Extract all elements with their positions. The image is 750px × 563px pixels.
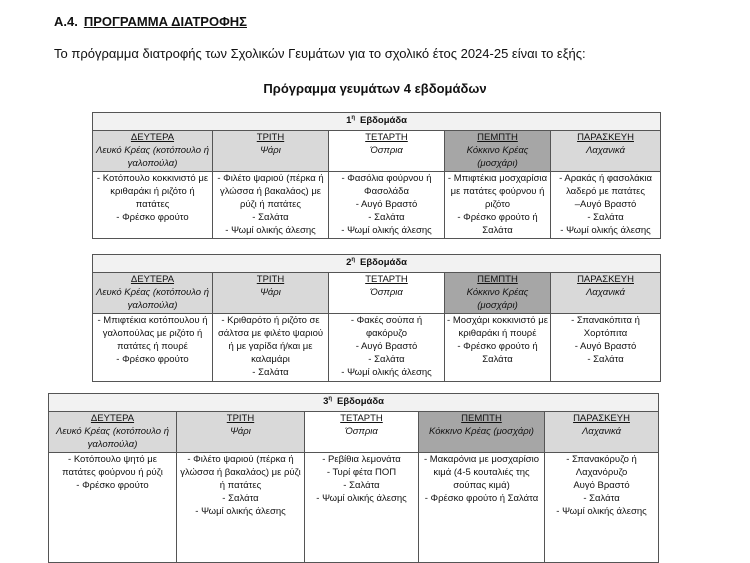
menu-cell-monday (93, 314, 213, 382)
menu-item: - Ψωμί ολικής άλεσης (556, 505, 647, 517)
day-name: ΠΑΡΑΣΚΕΥΗ (573, 412, 630, 424)
week-table-2 (92, 254, 661, 382)
day-name: ΤΡΙΤΗ (226, 412, 255, 424)
menu-cell-thursday (419, 453, 545, 563)
day-name: ΔΕΥΤΕΡΑ (130, 273, 175, 285)
menu-item: - Σπανακόρυζο ή Λαχανόρυζο (566, 454, 637, 479)
menu-item: - Ρεβίθια λεμονάτα (322, 454, 401, 466)
day-category: Λευκό Κρέας (κοτόπουλο ή γαλοπούλα) (96, 286, 209, 311)
week-number: 3 (323, 396, 329, 408)
menu-item: - Κοτόπουλο κοκκινιστό με κριθαράκι ή ριζότο ή πατάτες (96, 173, 209, 211)
menu-cell-thursday (445, 172, 551, 239)
day-category: Ψάρι (230, 425, 251, 437)
day-header-friday (545, 411, 659, 452)
day-header-wednesday (329, 130, 445, 171)
week-label (93, 255, 661, 273)
day-name: ΔΕΥΤΕΡΑ (130, 131, 175, 143)
day-name: ΠΕΜΠΤΗ (477, 273, 518, 285)
day-name: ΠΕΜΠΤΗ (461, 412, 502, 424)
intro-text: Το πρόγραμμα διατροφής των Σχολικών Γευμάτων για το σχολικό έτος 2024-25 είναι το εξής: (54, 46, 586, 61)
menu-cell-tuesday (213, 314, 329, 382)
menu-cell-friday (551, 314, 661, 382)
menu-item: - Σαλάτα (252, 211, 289, 223)
day-name: ΠΕΜΠΤΗ (477, 131, 518, 143)
day-name: ΤΡΙΤΗ (256, 131, 285, 143)
menu-item: - Αρακάς ή φασολάκια λαδερό με πατάτες (559, 173, 652, 198)
menu-item: - Φακές σούπα ή φακόρυζο (350, 315, 423, 340)
menu-cell-monday (93, 172, 213, 239)
week-word: Εβδομάδα (360, 257, 407, 269)
menu-item: - Μοσχάρι κοκκινιστό με κριθαράκι ή πουρέ (447, 315, 548, 340)
section-heading (54, 14, 247, 29)
menu-item: - Αυγό Βραστό (355, 341, 418, 353)
week-number: 2 (346, 257, 352, 269)
day-header-tuesday (177, 411, 305, 452)
day-header-monday (93, 130, 213, 171)
week-word: Εβδομάδα (337, 396, 384, 408)
week-number-suffix: η (351, 257, 356, 263)
day-header-friday (551, 130, 661, 171)
menu-item: Αυγό Βραστό (573, 480, 630, 492)
day-header-monday (93, 272, 213, 313)
day-header-thursday (445, 130, 551, 171)
day-header-tuesday (213, 130, 329, 171)
menu-item: - Φιλέτο ψαριού (πέρκα ή γλώσσα ή βακαλάος) με ρύζι ή πατάτες (217, 173, 324, 211)
menu-cell-tuesday (177, 453, 305, 563)
menu-cell-wednesday (329, 314, 445, 382)
day-name: ΤΕΤΑΡΤΗ (340, 412, 383, 424)
menu-item: - Φρέσκο φρούτο ή Σαλάτα (457, 211, 538, 236)
menu-item: - Μακαρόνια με μοσχαρίσιο κιμά (4-5 κουταλιές της σούπας κιμά) (424, 454, 539, 492)
menu-item: - Σπανακόπιτα ή Χορτόπιτα (571, 315, 640, 340)
menu-item: - Ψωμί ολικής άλεσης (341, 224, 432, 236)
menu-item: - Σαλάτα (583, 492, 620, 504)
menu-item: - Μπιφτέκια μοσχαρίσια με πατάτες φούρνου ή ριζότο (447, 173, 548, 211)
day-header-tuesday (213, 272, 329, 313)
menu-item: - Ψωμί ολικής άλεσης (341, 366, 432, 378)
day-category: Κόκκινο Κρέας (μοσχάρι) (429, 425, 534, 437)
week-table-1 (92, 112, 661, 239)
menu-item: - Φρέσκο φρούτο ή Σαλάτα (424, 492, 539, 504)
menu-item: - Ψωμί ολικής άλεσης (560, 224, 651, 236)
week-number-suffix: η (328, 396, 333, 402)
day-category: Λαχανικά (585, 144, 626, 156)
menu-cell-friday (551, 172, 661, 239)
day-category: Κόκκινο Κρέας (μοσχάρι) (466, 144, 529, 169)
program-subtitle: Πρόγραμμα γευμάτων 4 εβδομάδων (263, 81, 487, 96)
menu-item: - Φρέσκο φρούτο (116, 211, 189, 223)
day-category: Λαχανικά (585, 286, 626, 298)
section-title: ΠΡΟΓΡΑΜΜΑ ΔΙΑΤΡΟΦΗΣ (83, 14, 247, 29)
day-name: ΠΑΡΑΣΚΕΥΗ (577, 131, 634, 143)
menu-item: - Ψωμί ολικής άλεσης (195, 505, 286, 517)
menu-item: - Κριθαρότο ή ριζότο σε σάλτσα με φιλέτο ψαριού ή με γαρίδα ή/και με καλαμάρι (217, 315, 324, 365)
day-header-thursday (419, 411, 545, 452)
day-header-wednesday (305, 411, 419, 452)
day-category: Όσπρια (370, 144, 403, 156)
menu-item: - Φρέσκο φρούτο ή Σαλάτα (457, 341, 538, 365)
menu-cell-wednesday (329, 172, 445, 239)
menu-cell-thursday (445, 314, 551, 382)
menu-item: - Σαλάτα (368, 353, 405, 365)
day-header-thursday (445, 272, 551, 313)
day-category: Λευκό Κρέας (κοτόπουλο ή γαλοπούλα) (56, 425, 169, 450)
menu-item: - Σαλάτα (587, 211, 624, 223)
menu-cell-friday (545, 453, 659, 563)
day-category: Λαχανικά (581, 425, 622, 437)
menu-item: - Φιλέτο ψαριού (πέρκα ή γλώσσα ή βακαλάος) με ρύζι ή πατάτες (180, 454, 301, 492)
day-header-friday (551, 272, 661, 313)
menu-item: - Ψωμί ολικής άλεσης (316, 492, 407, 504)
day-category: Ψάρι (260, 144, 281, 156)
menu-item: - Τυρί φέτα ΠΟΠ (326, 467, 397, 479)
menu-item: - Ψωμί ολικής άλεσης (225, 224, 316, 236)
day-name: ΤΡΙΤΗ (256, 273, 285, 285)
menu-item: - Μπιφτέκια κοτόπουλου ή γαλοπούλας με ριζότο ή πατάτες ή πουρέ (97, 315, 208, 353)
menu-item: - Φρέσκο φρούτο (76, 480, 149, 492)
menu-item: - Φρέσκο φρούτο (116, 353, 189, 365)
week-table-3 (48, 393, 659, 563)
week-number: 1 (346, 115, 352, 127)
day-name: ΠΑΡΑΣΚΕΥΗ (577, 273, 634, 285)
day-category: Κόκκινο Κρέας (μοσχάρι) (466, 286, 529, 311)
week-word: Εβδομάδα (360, 115, 407, 127)
day-category: Όσπρια (345, 425, 378, 437)
menu-item: - Σαλάτα (252, 366, 289, 378)
menu-item: - Αυγό Βραστό (355, 199, 418, 211)
section-number: A.4. (54, 14, 78, 29)
menu-item: - Σαλάτα (368, 211, 405, 223)
menu-item: - Κοτόπουλο ψητό με πατάτες φούρνου ή ρύζι (62, 454, 163, 479)
day-header-wednesday (329, 272, 445, 313)
day-category: Λευκό Κρέας (κοτόπουλο ή γαλοπούλα) (96, 144, 209, 169)
menu-cell-tuesday (213, 172, 329, 239)
week-label (93, 113, 661, 131)
menu-item: –Αυγό Βραστό (574, 199, 637, 211)
day-name: ΤΕΤΑΡΤΗ (365, 273, 408, 285)
day-category: Ψάρι (260, 286, 281, 298)
day-category: Όσπρια (370, 286, 403, 298)
week-number-suffix: η (351, 115, 356, 121)
day-header-monday (49, 411, 177, 452)
menu-item: - Φασόλια φούρνου ή Φασολάδα (341, 173, 432, 198)
day-name: ΔΕΥΤΕΡΑ (90, 412, 135, 424)
menu-item: - Σαλάτα (587, 353, 624, 365)
menu-cell-monday (49, 453, 177, 563)
week-label (49, 394, 659, 412)
menu-item: - Αυγό Βραστό (574, 341, 637, 353)
menu-cell-wednesday (305, 453, 419, 563)
day-name: ΤΕΤΑΡΤΗ (365, 131, 408, 143)
menu-item: - Σαλάτα (222, 492, 259, 504)
menu-item: - Σαλάτα (343, 480, 380, 492)
